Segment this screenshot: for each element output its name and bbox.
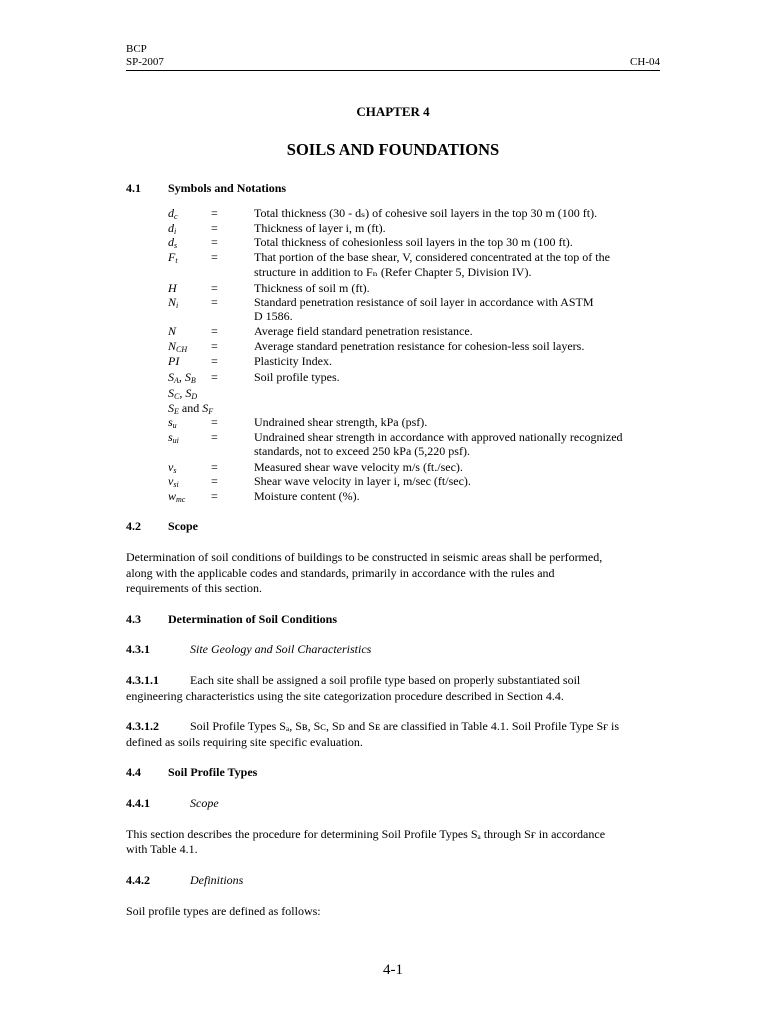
header-chapter-code: CH-04 [630,56,660,68]
paragraph-line: Each site shall be assigned a soil profile type based on properly substantiated soil [190,673,581,687]
equals-sign: = [211,235,218,249]
definition-wmc: Moisture content (%). [254,489,360,503]
subsection-number: 4.4.1 [126,796,150,810]
subsection-title: Definitions [190,873,244,887]
symbol-sc-sd: $S_C$, $S_D$ [168,386,198,401]
symbol-dc: $d_c$ [168,206,178,221]
equals-sign: = [211,370,218,384]
symbol-ds: $d_s$ [168,235,178,250]
symbol-vs: $v_s$ [168,460,177,475]
paragraph-line: Soil profile types are defined as follows: [126,904,321,918]
paragraph-line: along with the applicable codes and standards, primarily in accordance with the rules and [126,566,555,580]
equals-sign: = [211,295,218,309]
paragraph-line: Soil Profile Types Sₐ, Sʙ, Sᴄ, Sᴅ and Sᴇ are classified in Table 4.1. Soil Profile Type Sғ is [190,719,620,733]
equals-sign: = [211,250,218,264]
section-number: 4.2 [126,519,141,533]
subsection-title: Scope [190,796,219,810]
symbol-pi: PI [168,354,180,368]
equals-sign: = [211,281,218,295]
paragraph-line: with Table 4.1. [126,842,198,856]
definition-vsi: Shear wave velocity in layer i, m/sec (ft/sec). [254,474,471,488]
symbol-wmc: $w_{mc}$ [168,489,186,504]
definition-nch: Average standard penetration resistance for cohesion-less soil layers. [254,339,585,353]
definition-pi: Plasticity Index. [254,354,332,368]
chapter-title: SOILS AND FOUNDATIONS [286,140,500,159]
subsection-number: 4.3.1 [126,642,150,656]
section-number: 4.3 [126,612,141,626]
section-title: Symbols and Notations [168,181,287,195]
definition-ft-line2: structure in addition to Fₙ (Refer Chapter 5, Division IV). [254,265,532,279]
subsection-title: Site Geology and Soil Characteristics [190,642,372,656]
definition-di: Thickness of layer i, m (ft). [254,221,386,235]
page-number: 4-1 [383,962,403,978]
header-org: BCP [126,43,147,55]
definition-su: Undrained shear strength, kPa (psf). [254,415,428,429]
definition-n: Average field standard penetration resistance. [254,324,473,338]
equals-sign: = [211,339,218,353]
section-title: Scope [168,519,198,533]
symbol-sui: $s_{ui}$ [168,430,179,445]
equals-sign: = [211,489,218,503]
clause-number: 4.3.1.2 [126,719,159,733]
paragraph-line: requirements of this section. [126,581,262,595]
equals-sign: = [211,221,218,235]
section-number: 4.1 [126,181,141,195]
definition-sui-line1: Undrained shear strength in accordance with approved nationally recognized [254,430,623,444]
symbol-di: $d_i$ [168,221,177,236]
definition-soil-profile-types: Soil profile types. [254,370,340,384]
symbol-sa-sb: $S_A$, $S_B$ [168,370,196,385]
paragraph-line: This section describes the procedure for determining Soil Profile Types Sₐ through Sғ in accordance [126,827,606,841]
equals-sign: = [211,354,218,368]
equals-sign: = [211,206,218,220]
paragraph-line: Determination of soil conditions of buildings to be constructed in seismic areas shall be performed, [126,550,603,564]
header-rule [126,70,660,71]
definition-vs: Measured shear wave velocity m/s (ft./sec). [254,460,463,474]
section-title: Soil Profile Types [168,765,258,779]
definition-sui-line2: standards, not to exceed 250 kPa (5,220 psf). [254,444,470,458]
equals-sign: = [211,430,218,444]
equals-sign: = [211,460,218,474]
paragraph-line: defined as soils requiring site specific evaluation. [126,735,363,749]
definition-ni-line2: D 1586. [254,309,293,323]
definition-dc: Total thickness (30 - dₛ) of cohesive soil layers in the top 30 m (100 ft). [254,206,598,220]
symbol-se-sf: $S_E$ and $S_F$ [168,401,214,416]
equals-sign: = [211,415,218,429]
section-title: Determination of Soil Conditions [168,612,338,626]
definition-ni-line1: Standard penetration resistance of soil layer in accordance with ASTM [254,295,594,309]
subsection-number: 4.4.2 [126,873,150,887]
symbol-nch: $N_{CH}$ [168,339,188,354]
symbol-ft: $F_t$ [168,250,178,265]
definition-ft-line1: That portion of the base shear, V, considered concentrated at the top of the [254,250,610,264]
definition-ds: Total thickness of cohesionless soil layers in the top 30 m (100 ft). [254,235,573,249]
equals-sign: = [211,324,218,338]
header-code: SP-2007 [126,56,164,68]
symbol-su: $s_u$ [168,415,177,430]
symbol-vsi: $v_{si}$ [168,474,179,489]
symbol-h: H [168,281,177,295]
symbol-ni: $N_i$ [168,295,179,310]
definition-h: Thickness of soil m (ft). [254,281,370,295]
chapter-label: CHAPTER 4 [356,104,430,119]
section-number: 4.4 [126,765,141,779]
clause-number: 4.3.1.1 [126,673,159,687]
paragraph-line: engineering characteristics using the site categorization procedure described in Section 4.4. [126,689,564,703]
symbol-n: N [168,324,177,338]
equals-sign: = [211,474,218,488]
